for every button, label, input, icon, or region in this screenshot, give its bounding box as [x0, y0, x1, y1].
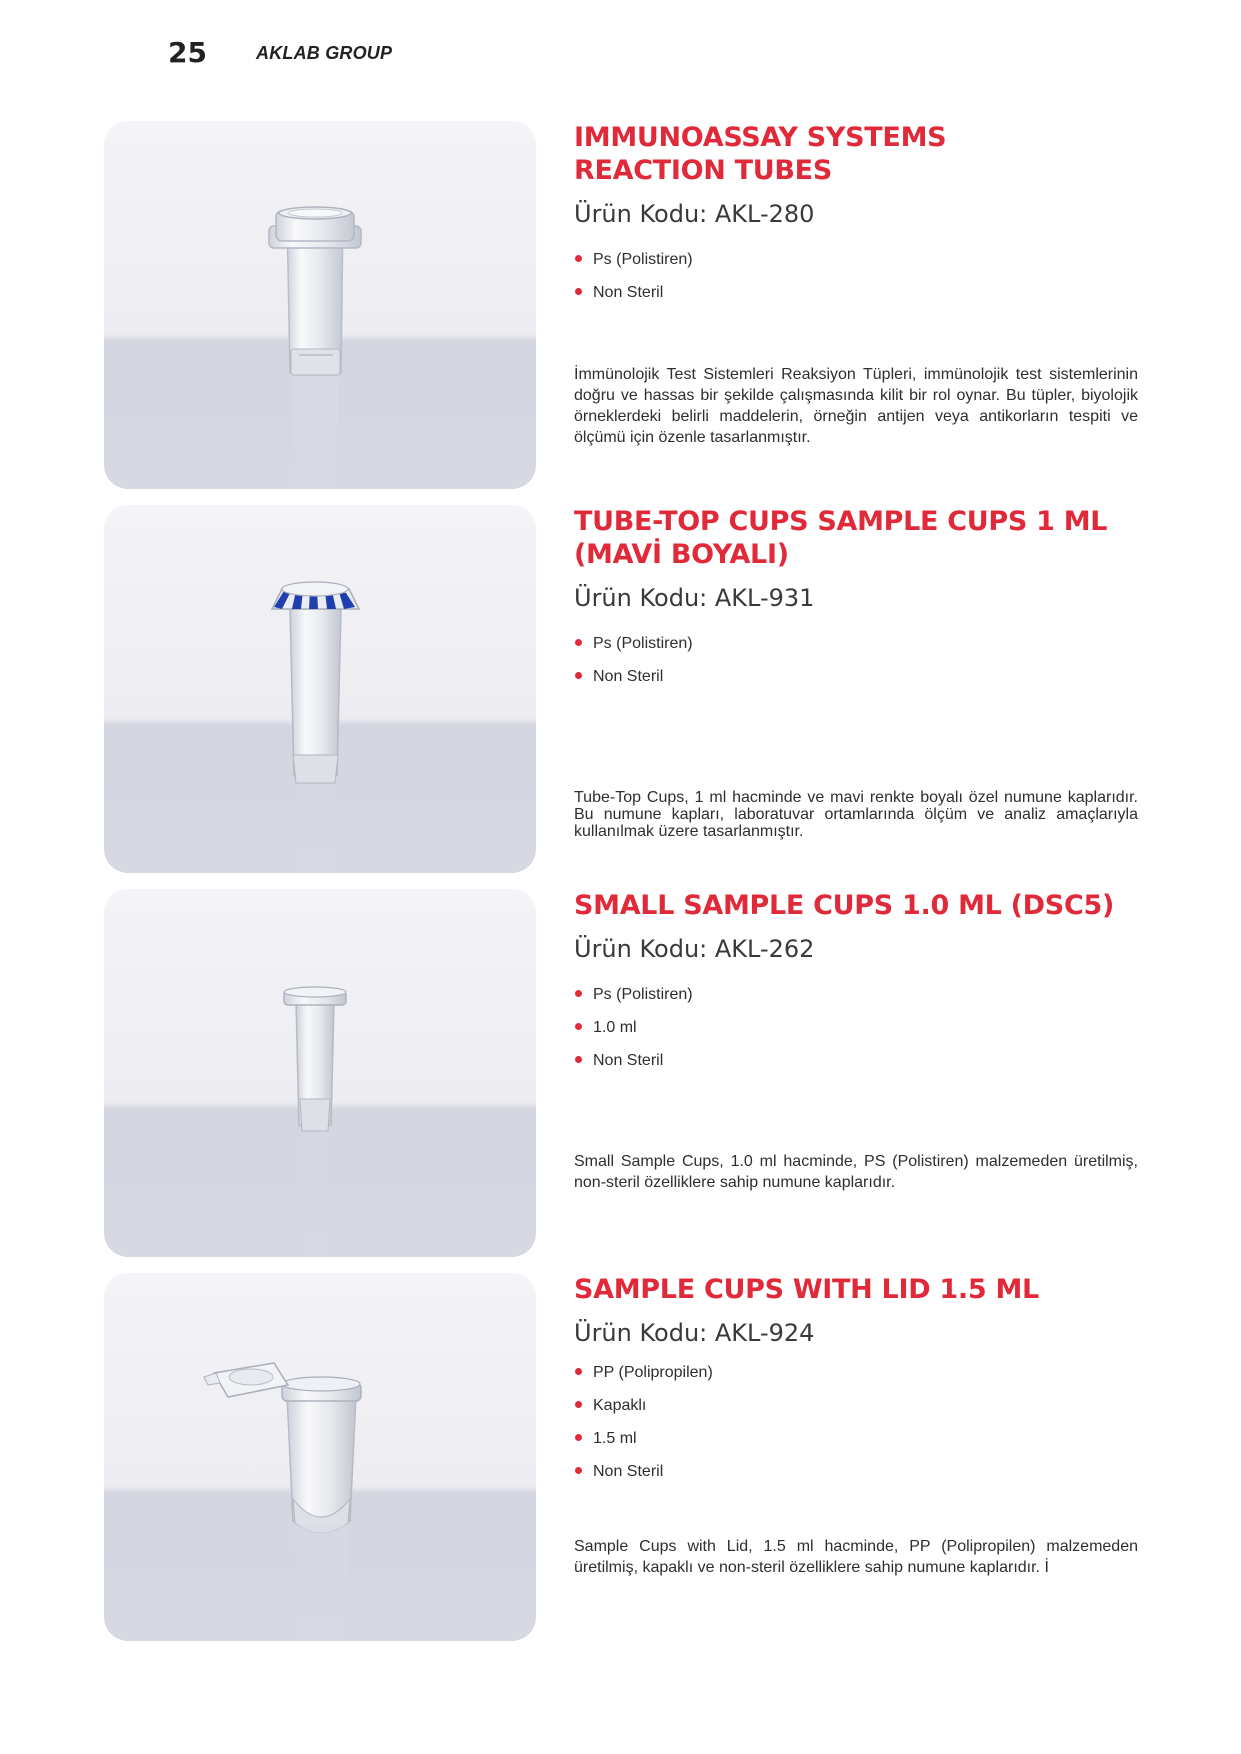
- bullet-icon: [575, 255, 582, 262]
- spec-list: [574, 978, 1140, 1077]
- bullet-icon: [575, 990, 582, 997]
- product-code: Ürün Kodu: AKL-931: [574, 584, 815, 612]
- product-description: Small Sample Cups, 1.0 ml hacminde, PS (Polistiren) malzemeden üretilmiş, non-steril özelliklere sahip numune kaplarıdır.: [574, 1153, 1138, 1191]
- spec-list: [574, 243, 1140, 309]
- product-title: SMALL SAMPLE CUPS 1.0 ML (DSC5): [574, 890, 1114, 921]
- product-code: Ürün Kodu: AKL-924: [574, 1319, 815, 1347]
- product-photo: [104, 1273, 536, 1641]
- spec-item: Non Steril: [574, 276, 1140, 309]
- spec-item: Ps (Polistiren): [574, 243, 1140, 276]
- page-number: 25: [168, 36, 207, 69]
- spec-list: [574, 1356, 1140, 1488]
- product-description: Sample Cups with Lid, 1.5 ml hacminde, PP (Polipropilen) malzemeden üretilmiş, kapaklı ve non-steril özelliklere sahip numune kaplarıdır. İ: [574, 1538, 1138, 1576]
- product-photo: [104, 121, 536, 489]
- spec-list: [574, 627, 1140, 693]
- sample-cup-with-lid-image: [104, 1273, 536, 1641]
- bullet-icon: [575, 1401, 582, 1408]
- spec-item: 1.5 ml: [574, 1422, 1140, 1455]
- product-info: [574, 1273, 1140, 1488]
- product-title: IMMUNOASSAY SYSTEMS REACTION TUBES: [574, 122, 947, 186]
- spec-item: Kapaklı: [574, 1389, 1140, 1422]
- product-title: TUBE-TOP CUPS SAMPLE CUPS 1 ML (MAVİ BOYALI): [574, 506, 1108, 570]
- product-code: Ürün Kodu: AKL-280: [574, 200, 815, 228]
- bullet-icon: [575, 672, 582, 679]
- spec-item: Non Steril: [574, 660, 1140, 693]
- bullet-icon: [575, 1023, 582, 1030]
- bullet-icon: [575, 1056, 582, 1063]
- spec-item: Non Steril: [574, 1044, 1140, 1077]
- product-akl-280: [0, 121, 1241, 489]
- product-info: [574, 889, 1140, 1077]
- product-description: Tube-Top Cups, 1 ml hacminde ve mavi renkte boyalı özel numune kaplarıdır. Bu numune kapları, laboratuvar ortamlarında ölçüm ve analiz amaçlarıyla kullanılmak üzere tasarlanmıştır.: [574, 789, 1138, 840]
- bullet-icon: [575, 288, 582, 295]
- product-photo: [104, 889, 536, 1257]
- product-photo: [104, 505, 536, 873]
- spec-item: Ps (Polistiren): [574, 627, 1140, 660]
- spec-item: PP (Polipropilen): [574, 1356, 1140, 1389]
- product-info: [574, 505, 1140, 693]
- small-sample-cup-image: [104, 889, 536, 1257]
- bullet-icon: [575, 639, 582, 646]
- spec-item: Non Steril: [574, 1455, 1140, 1488]
- brand-name: AKLAB GROUP: [256, 43, 393, 63]
- spec-item: Ps (Polistiren): [574, 978, 1140, 1011]
- reaction-tube-image: [104, 121, 536, 489]
- bullet-icon: [575, 1368, 582, 1375]
- product-akl-262: [0, 889, 1241, 1257]
- product-akl-931: [0, 505, 1241, 873]
- product-title: SAMPLE CUPS WITH LID 1.5 ML: [574, 1274, 1039, 1305]
- product-description: İmmünolojik Test Sistemleri Reaksiyon Tüpleri, immünolojik test sistemlerinin doğru ve hassas bir şekilde çalışmasında kilit bir rol oynar. Bu tüpler, biyolojik örneklerdeki belirli maddelerin, örneğin antijen veya antikorların tespiti ve ölçümü için özenle tasarlanmıştır.: [574, 366, 1138, 446]
- spec-item: 1.0 ml: [574, 1011, 1140, 1044]
- bullet-icon: [575, 1467, 582, 1474]
- product-code: Ürün Kodu: AKL-262: [574, 935, 815, 963]
- product-info: [574, 121, 1140, 309]
- product-akl-924: [0, 1273, 1241, 1641]
- tube-top-cup-image: [104, 505, 536, 873]
- bullet-icon: [575, 1434, 582, 1441]
